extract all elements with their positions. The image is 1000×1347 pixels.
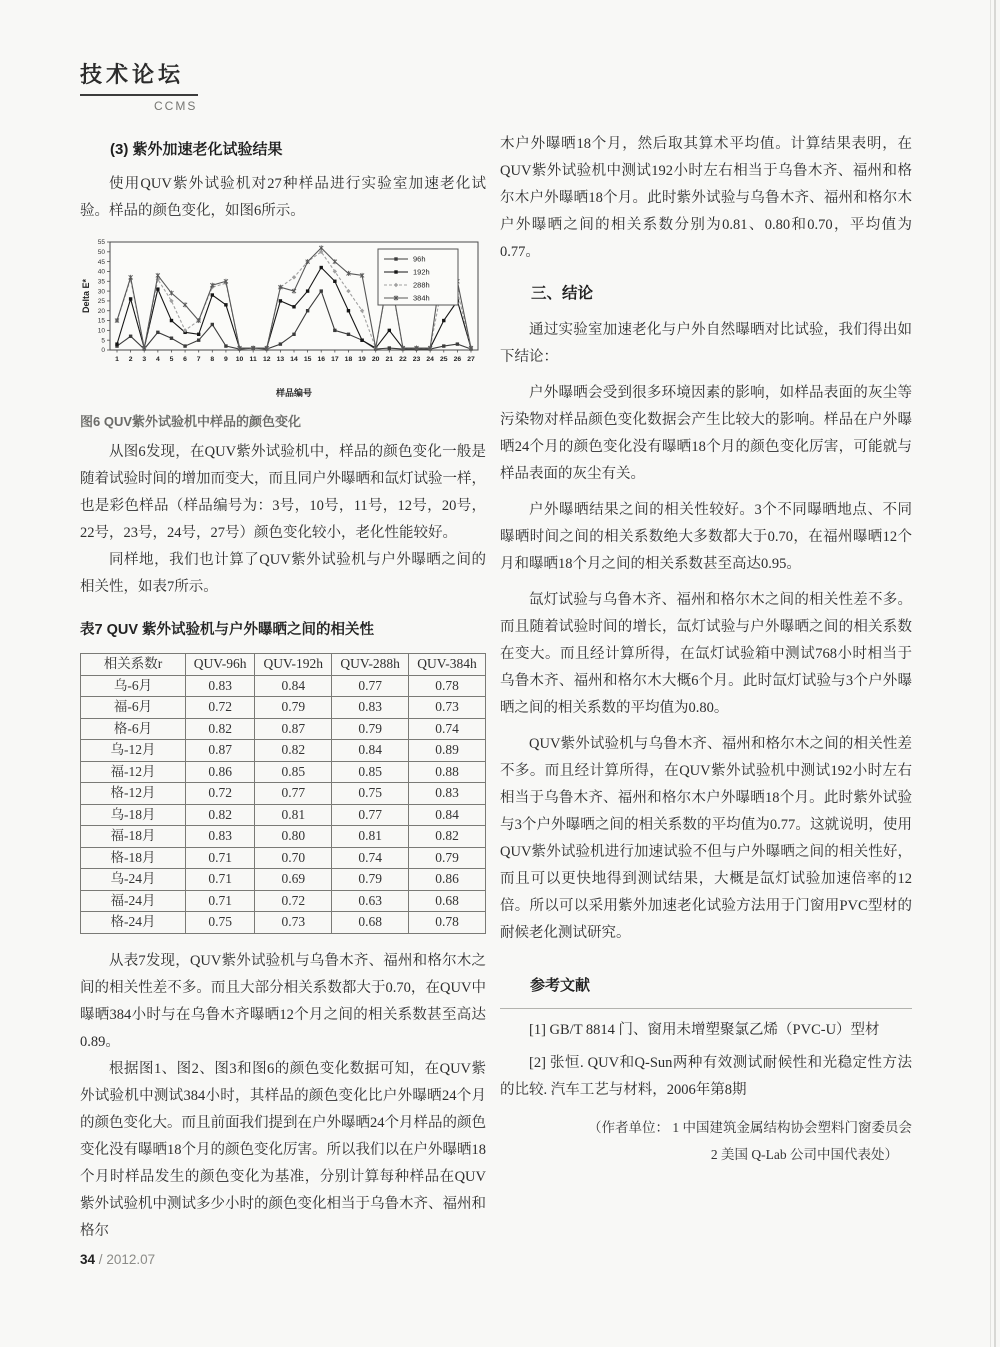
value-cell: 0.75 xyxy=(332,783,409,805)
reference-item: [1] GB/T 8814 门、窗用未增塑聚氯乙烯（PVC-U）型材 xyxy=(529,1022,880,1038)
value-cell: 0.82 xyxy=(186,718,255,740)
journal-abbreviation: CCMS xyxy=(154,99,198,113)
x-tick-label: 20 xyxy=(371,356,380,363)
footer-separator: / xyxy=(98,1252,103,1267)
paragraph-last-left: 根据图1、图2、图3和图6的颜色变化数据可知，在QUV紫外试验机中测试384小时，其样品的颜色变化比户外曝晒24个月的颜色变化大。而且前面我们提到在户外曝晒24个月样品的颜色变化没有曝晒18个月的颜色变化厉害。所以我们以在户外曝晒18个月时样品发生的颜色变化为基准，分别计算每种样品在QUV紫外试验机中测试多少小时的颜色变化相当于乌鲁木齐、福州和格尔 xyxy=(80,1060,486,1239)
page-footer xyxy=(80,1252,155,1267)
y-tick-label: 45 xyxy=(97,258,105,266)
data-point xyxy=(292,305,295,308)
data-point xyxy=(129,335,132,338)
x-tick-label: 13 xyxy=(276,356,285,363)
value-cell: 0.74 xyxy=(409,718,486,740)
row-label-cell: 格-6月 xyxy=(81,718,186,740)
author-affiliation-line: 2 美国 Q-Lab 公司中国代表处） xyxy=(710,1147,898,1162)
row-label-cell: 福-24月 xyxy=(81,890,186,912)
table-row xyxy=(81,890,486,912)
data-point xyxy=(279,342,282,345)
paragraph-after-figure: 从图6发现，在QUV紫外试验机中，样品的颜色变化一般是随着试验时间的增加而变大，而且同户外曝晒和氙灯试验一样，也是彩色样品（样品编号为：3号，10号，11号，12号，20号，22号，23号，24号，27号）颜色变化较小，老化性能较好。 xyxy=(80,444,486,541)
left-column xyxy=(80,136,486,1245)
value-cell: 0.77 xyxy=(255,783,332,805)
value-cell: 0.79 xyxy=(255,697,332,719)
row-label-cell: 格-12月 xyxy=(81,783,186,805)
references-list xyxy=(500,1017,912,1104)
x-tick-label: 1 xyxy=(115,356,119,363)
value-cell: 0.68 xyxy=(409,890,486,912)
value-cell: 0.72 xyxy=(186,783,255,805)
value-cell: 0.89 xyxy=(409,740,486,762)
y-tick-label: 25 xyxy=(97,298,105,306)
value-cell: 0.77 xyxy=(332,804,409,826)
conclusion-paragraph: 氙灯试验与乌鲁木齐、福州和格尔木之间的相关性差不多。而且随着试验时间的增长，氙灯试验与户外曝晒之间的相关系数在变大。而且经计算所得，在氙灯试验箱中测试768小时相当于乌鲁木齐、福州和格尔木大概6个月。此时氙灯试验与3个户外曝晒之间的相关系数的平均值为0.80。 xyxy=(500,592,912,716)
value-cell: 0.77 xyxy=(332,675,409,697)
table-header-cell: QUV-384h xyxy=(409,654,486,676)
value-cell: 0.73 xyxy=(409,697,486,719)
conclusion-paragraph: 通过实验室加速老化与户外自然曝晒对比试验，我们得出如下结论： xyxy=(500,322,912,365)
row-label-cell: 乌-24月 xyxy=(81,869,186,891)
data-point xyxy=(442,344,445,347)
table-row xyxy=(81,804,486,826)
y-tick-label: 5 xyxy=(101,337,105,345)
data-point xyxy=(360,338,363,341)
data-point xyxy=(456,342,459,345)
value-cell: 0.84 xyxy=(332,740,409,762)
row-label-cell: 福-6月 xyxy=(81,697,186,719)
x-axis-title: 样品编号 xyxy=(275,388,313,398)
x-tick-label: 14 xyxy=(290,356,298,363)
x-tick-label: 2 xyxy=(128,356,133,363)
value-cell: 0.83 xyxy=(186,826,255,848)
data-point xyxy=(306,309,309,312)
x-tick-label: 21 xyxy=(385,356,394,363)
section-heading: (3) 紫外加速老化试验结果 xyxy=(110,141,283,158)
conclusion-paragraph: 户外曝晒结果之间的相关性较好。3个不同曝晒地点、不同曝晒时间之间的相关系数绝大多数都大于0.70，在福州曝晒12个月和曝晒18个月之间的相关系数甚至高达0.95。 xyxy=(500,502,912,572)
row-label-cell: 乌-12月 xyxy=(81,740,186,762)
data-point xyxy=(211,323,214,326)
data-point xyxy=(394,257,397,260)
x-tick-label: 22 xyxy=(399,356,407,363)
value-cell: 0.85 xyxy=(255,761,332,783)
table7-title: 表7 QUV 紫外试验机与户外曝晒之间的相关性 xyxy=(80,622,375,638)
x-tick-label: 25 xyxy=(439,356,448,363)
x-tick-label: 17 xyxy=(331,356,339,363)
page-edge-line xyxy=(990,0,991,1347)
table-header-cell: QUV-288h xyxy=(332,654,409,676)
author-affiliation-note xyxy=(500,1114,912,1168)
x-tick-label: 27 xyxy=(467,356,475,363)
value-cell: 0.83 xyxy=(186,675,255,697)
correlation-table xyxy=(80,653,486,934)
value-cell: 0.63 xyxy=(332,890,409,912)
row-label-cell: 福-12月 xyxy=(81,761,186,783)
x-tick-label: 9 xyxy=(224,356,228,363)
value-cell: 0.79 xyxy=(332,718,409,740)
table-row xyxy=(81,783,486,805)
data-point xyxy=(279,299,282,302)
value-cell: 0.84 xyxy=(409,804,486,826)
row-label-cell: 乌-6月 xyxy=(81,675,186,697)
figure6-chart xyxy=(80,237,486,400)
figure6-caption: 图6 QUV紫外试验机中样品的颜色变化 xyxy=(80,414,302,429)
value-cell: 0.71 xyxy=(186,847,255,869)
row-label-cell: 福-18月 xyxy=(81,826,186,848)
x-tick-label: 12 xyxy=(262,356,271,363)
paragraph-continuation: 木户外曝晒18个月，然后取其算术平均值。计算结果表明，在QUV紫外试验机中测试192小时左右相当于乌鲁木齐、福州和格尔木户外曝晒18个月。此时紫外试验与乌鲁木齐、福州和格尔木户外曝晒之间的相关系数分别为0.81、0.80和0.70，平均值为0.77。 xyxy=(500,136,912,260)
value-cell: 0.80 xyxy=(255,826,332,848)
data-point xyxy=(394,270,397,273)
value-cell: 0.72 xyxy=(255,890,332,912)
column-title: 技术论坛 xyxy=(80,58,198,96)
data-point xyxy=(388,329,391,332)
value-cell: 0.70 xyxy=(255,847,332,869)
table-row xyxy=(81,697,486,719)
legend-label: 288h xyxy=(413,280,430,290)
y-tick-label: 0 xyxy=(101,347,105,355)
row-label-cell: 乌-18月 xyxy=(81,804,186,826)
value-cell: 0.78 xyxy=(409,912,486,934)
page-edge-shadow xyxy=(994,0,996,1347)
data-point xyxy=(115,342,118,345)
value-cell: 0.73 xyxy=(255,912,332,934)
data-point xyxy=(333,329,336,332)
y-tick-label: 40 xyxy=(97,268,105,276)
x-tick-label: 11 xyxy=(249,356,257,363)
data-point xyxy=(156,287,159,290)
page-number: 34 xyxy=(80,1252,96,1267)
table-row xyxy=(81,826,486,848)
value-cell: 0.85 xyxy=(332,761,409,783)
legend-label: 192h xyxy=(413,267,430,277)
value-cell: 0.74 xyxy=(332,847,409,869)
value-cell: 0.82 xyxy=(409,826,486,848)
issue-date: 2012.07 xyxy=(106,1252,156,1267)
table-row xyxy=(81,761,486,783)
references-heading: 参考文献 xyxy=(500,973,912,1009)
reference-item: [2] 张恒. QUV和Q-Sun两种有效测试耐候性和光稳定性方法的比较. 汽车工艺与材料，2006年第8期 xyxy=(500,1055,912,1098)
data-point xyxy=(320,289,323,292)
paragraph-after-table: 从表7发现，QUV紫外试验机与乌鲁木齐、福州和格尔木之间的相关性差不多。而且大部分相关系数都大于0.70，在QUV中曝晒384小时与在乌鲁木齐曝晒12个月之间的相关系数甚至高达0.89。 xyxy=(80,952,486,1050)
table-header-cell: QUV-192h xyxy=(255,654,332,676)
value-cell: 0.78 xyxy=(409,675,486,697)
data-point xyxy=(333,280,336,283)
table-row xyxy=(81,847,486,869)
conclusion-heading: 三、结论 xyxy=(531,285,594,302)
x-tick-label: 6 xyxy=(183,356,187,363)
y-tick-label: 20 xyxy=(97,307,105,315)
x-tick-label: 15 xyxy=(303,356,312,363)
data-point xyxy=(292,333,295,336)
x-tick-label: 16 xyxy=(317,356,326,363)
x-tick-label: 10 xyxy=(235,356,244,363)
table-header-cell: 相关系数r xyxy=(81,654,186,676)
value-cell: 0.69 xyxy=(255,869,332,891)
chart-svg xyxy=(80,237,486,400)
value-cell: 0.82 xyxy=(255,740,332,762)
data-point xyxy=(224,303,227,306)
value-cell: 0.86 xyxy=(186,761,255,783)
value-cell: 0.81 xyxy=(255,804,332,826)
table-row xyxy=(81,718,486,740)
value-cell: 0.87 xyxy=(255,718,332,740)
table-row xyxy=(81,912,486,934)
x-tick-label: 3 xyxy=(142,356,147,363)
data-point xyxy=(183,344,186,347)
data-point xyxy=(320,266,323,269)
right-column xyxy=(500,131,912,1168)
table-row xyxy=(81,869,486,891)
conclusion-paragraph: QUV紫外试验机与乌鲁木齐、福州和格尔木之间的相关性差不多。而且经计算所得，在QUV紫外试验机中测试192小时左右相当于乌鲁木齐、福州和格尔木户外曝晒18个月。此时紫外试验与3个户外曝晒之间的相关系数的平均值为0.77。这就说明，使用QUV紫外试验机进行加速试验不但与户外曝晒之间的相关性好，而且可以更快地得到测试结果，大概是氙灯试验加速倍率的12倍。所以可以采用紫外加速老化试验方法用于门窗用PVC型材的耐候老化测试研究。 xyxy=(500,736,912,941)
value-cell: 0.84 xyxy=(255,675,332,697)
data-point xyxy=(197,338,200,341)
y-tick-label: 30 xyxy=(97,288,105,296)
value-cell: 0.82 xyxy=(186,804,255,826)
page-header xyxy=(80,58,198,113)
legend-label: 96h xyxy=(413,254,426,264)
row-label-cell: 格-24月 xyxy=(81,912,186,934)
author-affiliation-line: （作者单位： 1 中国建筑金属结构协会塑料门窗委员会 xyxy=(588,1120,912,1135)
row-label-cell: 格-18月 xyxy=(81,847,186,869)
data-point xyxy=(197,333,200,336)
y-tick-label: 55 xyxy=(97,239,105,247)
data-point xyxy=(170,319,173,322)
value-cell: 0.81 xyxy=(332,826,409,848)
paragraph-intro: 使用QUV紫外试验机对27种样品进行实验室加速老化试验。样品的颜色变化，如图6所示。 xyxy=(80,176,486,219)
value-cell: 0.71 xyxy=(186,890,255,912)
y-tick-label: 50 xyxy=(97,249,105,257)
value-cell: 0.79 xyxy=(332,869,409,891)
figure6 xyxy=(80,237,486,435)
value-cell: 0.75 xyxy=(186,912,255,934)
data-point xyxy=(224,344,227,347)
x-tick-label: 19 xyxy=(358,356,366,363)
data-point xyxy=(306,289,309,292)
data-point xyxy=(170,337,173,340)
value-cell: 0.72 xyxy=(186,697,255,719)
x-tick-label: 7 xyxy=(196,356,201,363)
x-tick-label: 18 xyxy=(344,356,353,363)
conclusion-paragraph: 户外曝晒会受到很多环境因素的影响，如样品表面的灰尘等污染物对样品颜色变化数据会产生比较大的影响。样品在户外曝晒24个月的颜色变化没有曝晒18个月的颜色变化厉害，可能就与样品表面的灰尘有关。 xyxy=(500,385,912,482)
x-tick-label: 4 xyxy=(155,356,160,363)
value-cell: 0.83 xyxy=(332,697,409,719)
value-cell: 0.71 xyxy=(186,869,255,891)
y-tick-label: 35 xyxy=(97,278,105,286)
paragraph-table-intro: 同样地，我们也计算了QUV紫外试验机与户外曝晒之间的相关性，如表7所示。 xyxy=(80,552,486,595)
x-tick-label: 26 xyxy=(453,356,462,363)
x-tick-label: 5 xyxy=(169,356,174,363)
data-point xyxy=(129,297,132,300)
data-point xyxy=(211,293,214,296)
data-point xyxy=(347,333,350,336)
value-cell: 0.87 xyxy=(186,740,255,762)
value-cell: 0.79 xyxy=(409,847,486,869)
data-point xyxy=(388,346,391,349)
value-cell: 0.68 xyxy=(332,912,409,934)
table-header-row xyxy=(81,654,486,676)
data-point xyxy=(442,319,445,322)
x-tick-label: 23 xyxy=(412,356,421,363)
legend-label: 384h xyxy=(413,293,430,303)
data-point xyxy=(156,331,159,334)
data-point xyxy=(347,309,350,312)
value-cell: 0.83 xyxy=(409,783,486,805)
value-cell: 0.88 xyxy=(409,761,486,783)
x-tick-label: 24 xyxy=(426,356,434,363)
y-tick-label: 15 xyxy=(97,317,105,325)
x-tick-label: 8 xyxy=(210,356,215,363)
table-row xyxy=(81,740,486,762)
y-axis-title: Delta E* xyxy=(81,278,91,314)
value-cell: 0.86 xyxy=(409,869,486,891)
y-tick-label: 10 xyxy=(97,327,105,335)
table-row xyxy=(81,675,486,697)
table-header-cell: QUV-96h xyxy=(186,654,255,676)
